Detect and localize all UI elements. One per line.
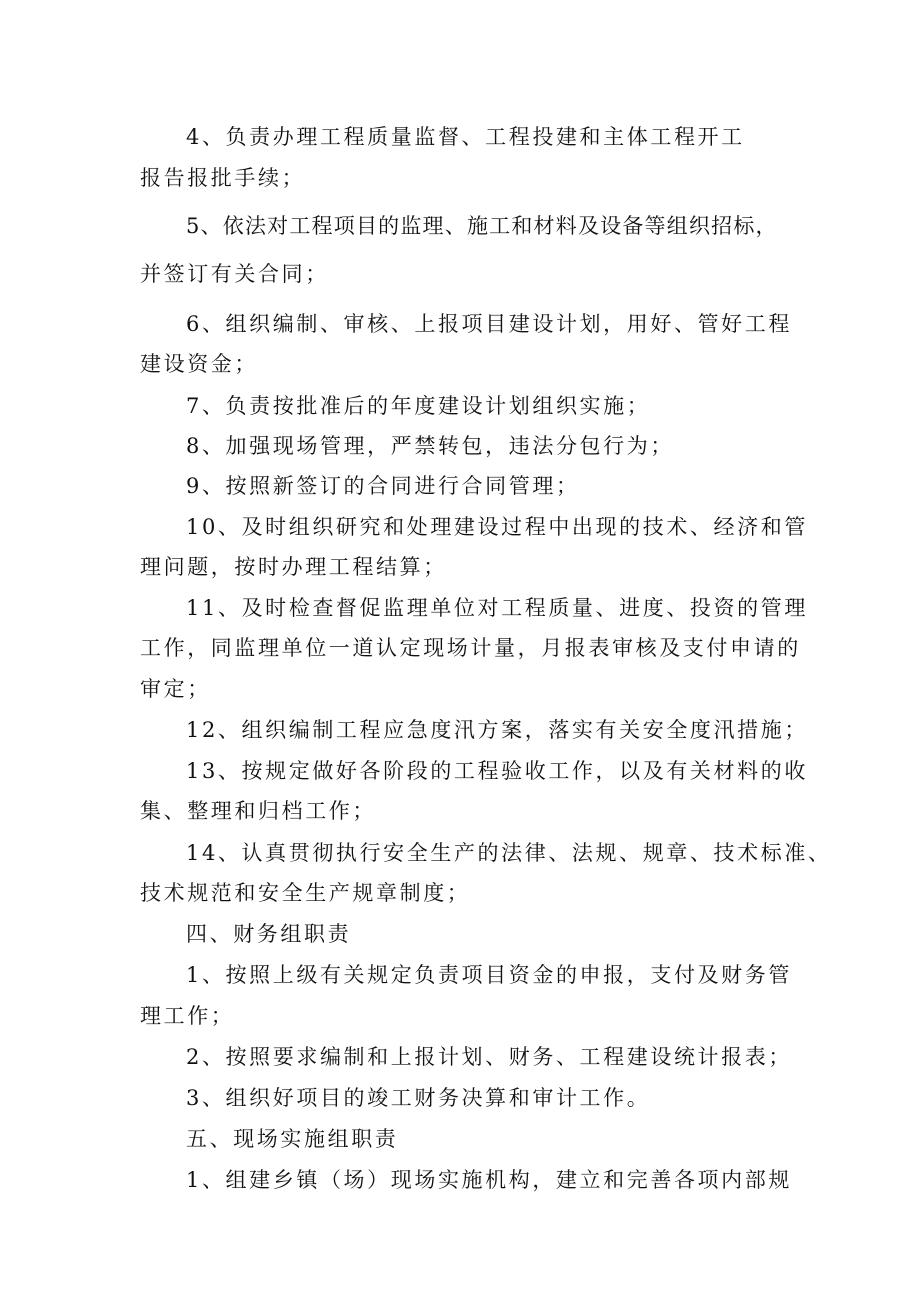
- finance-item-1-line-1: 1、按照上级有关规定负责项目资金的申报，支付及财务管: [186, 963, 792, 987]
- item-10-line-1: 10、及时组织研究和处理建设过程中出现的技术、经济和管: [186, 515, 808, 539]
- item-6-line-1: 6、组织编制、审核、上报项目建设计划，用好、管好工程: [186, 312, 792, 336]
- item-14-line-2: 技术规范和安全生产规章制度；: [140, 881, 471, 905]
- item-7: 7、负责按批准后的年度建设计划组织实施；: [186, 394, 651, 418]
- item-11-line-3: 审定；: [140, 677, 211, 701]
- finance-item-3: 3、组织好项目的竣工财务决算和审计工作。: [186, 1086, 651, 1110]
- item-13-line-2: 集、整理和归档工作；: [140, 799, 376, 823]
- item-11-line-2: 工作，同监理单位一道认定现场计量，月报表审核及支付申请的: [140, 636, 801, 660]
- item-8: 8、加强现场管理，严禁转包，违法分包行为；: [186, 434, 674, 458]
- section-heading-finance: 四、财务组职责: [186, 922, 352, 946]
- site-item-1-line-1: 1、组建乡镇（场）现场实施机构，建立和完善各项内部规: [186, 1168, 792, 1192]
- item-5-line-2: 并签订有关合同；: [140, 262, 329, 286]
- item-4-line-1: 4、负责办理工程质量监督、工程投建和主体工程开工: [186, 125, 745, 149]
- item-4-line-2: 报告报批手续；: [140, 166, 306, 190]
- item-9: 9、按照新签订的合同进行合同管理；: [186, 474, 580, 498]
- item-6-line-2: 建设资金；: [140, 352, 258, 376]
- finance-item-1-line-2: 理工作；: [140, 1004, 235, 1028]
- item-5-line-1: 5、依法对工程项目的监理、施工和材料及设备等组织招标，: [186, 214, 778, 238]
- section-heading-site: 五、现场实施组职责: [186, 1127, 399, 1151]
- item-10-line-2: 理问题，按时办理工程结算；: [140, 555, 447, 579]
- finance-item-2: 2、按照要求编制和上报计划、财务、工程建设统计报表；: [186, 1045, 792, 1069]
- item-12: 12、组织编制工程应急度汛方案，落实有关安全度汛措施；: [186, 718, 808, 742]
- item-13-line-1: 13、按规定做好各阶段的工程验收工作，以及有关材料的收: [186, 759, 808, 783]
- item-14-line-1: 14、认真贯彻执行安全生产的法律、法规、规章、技术标准、: [186, 841, 832, 865]
- item-11-line-1: 11、及时检查督促监理单位对工程质量、进度、投资的管理: [186, 596, 808, 620]
